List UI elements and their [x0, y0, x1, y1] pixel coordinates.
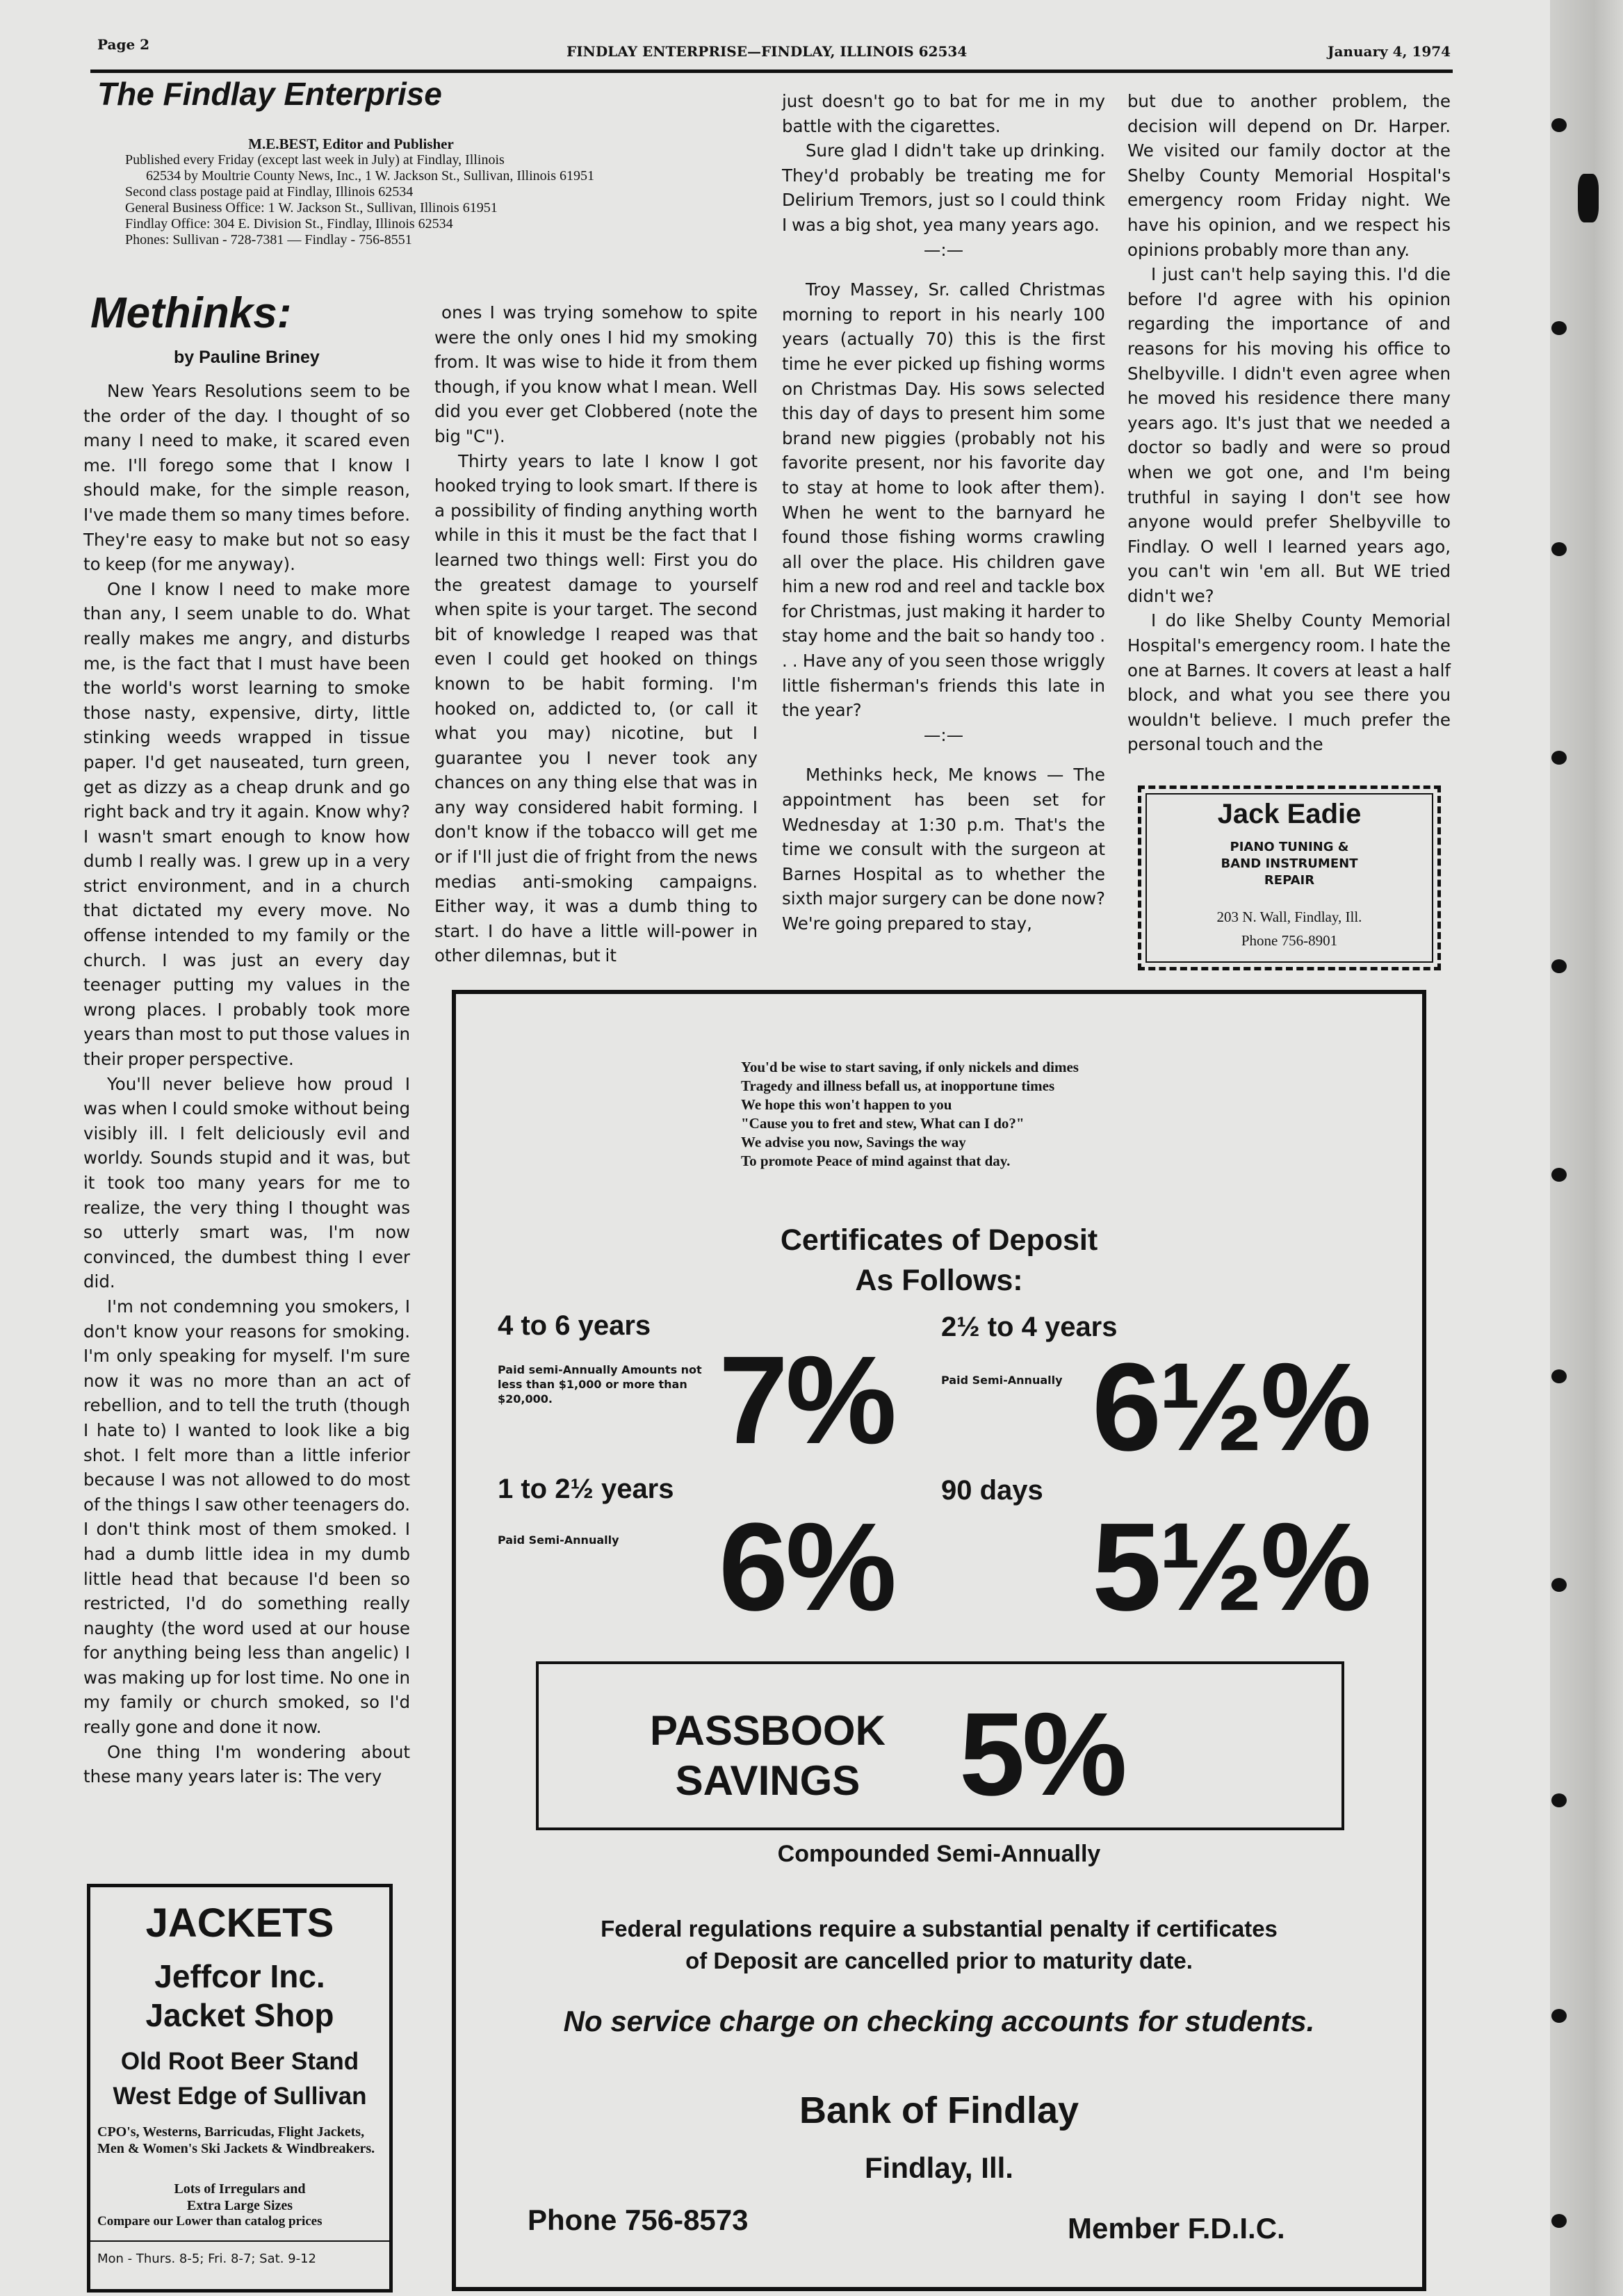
rate-term: 2½ to 4 years [941, 1312, 1118, 1342]
binding-hole [1551, 1578, 1567, 1592]
binding-hole [1551, 751, 1567, 765]
jackets-title: JACKETS [145, 1900, 334, 1946]
binding-hole [1551, 1369, 1567, 1383]
binding-hole [1551, 1793, 1567, 1807]
compounded-note: Compounded Semi-Annually [777, 1841, 1101, 1867]
rate-value: 6% [719, 1497, 895, 1637]
paragraph: I do like Shelby County Memorial Hospital's emergency room. I hate the one at Barnes. It covers at least a half block, and what you see there you wouldn't believe. I much prefer the personal touch and the [1127, 610, 1451, 755]
column-byline: by Pauline Briney [174, 348, 320, 367]
binding-hole [1551, 2214, 1567, 2228]
page-number: Page 2 [97, 36, 150, 53]
jackets-location [90, 2044, 389, 2114]
paragraph: Thirty years to late I know I got hooked trying to look smart. If there is a possibility of finding anything worth while in this it must be the fact that I learned two things well: First you do the greatest damage to yourself when spite is your target. The second bit of knowledge I reaped was that even I could get hooked on things known to be habit forming. I'm hooked on, addicted to, (or call it what you may) nicotine, but I guarantee you I never took any chances on any thing else that was in any way considered habit forming. I don't know if the tobacco will get me or if I'll just die of fright from the news medias anti-smoking campaigns. Either way, it was a dumb thing to start. I do have a little will-power in other dilemnas, but it [434, 450, 758, 966]
article-column-3 [782, 89, 1105, 936]
paragraph: You'll never believe how proud I was when I could smoke without being visibly ill. I felt deliciously evil and worldy. Sounds stupid and it was, but it took too many years for me to realize, the very thing I thought was so utterly smart was, I'm now convinced, the dumbest thing I ever did. [83, 1073, 410, 1292]
passbook-box [536, 1661, 1344, 1830]
passbook-rate: 5% [959, 1688, 1125, 1821]
masthead-info [125, 136, 751, 248]
separator: —:— [923, 724, 964, 745]
rate-term: 4 to 6 years [498, 1310, 651, 1341]
ad-bank-of-findlay [452, 990, 1426, 2291]
paragraph: but due to another problem, the decision will depend on Dr. Harper. We visited our family doctor at the Shelby County Memorial Hospital's emergency room Friday night. We have his opinion, and we respect his opinions probably more than any. [1127, 91, 1451, 260]
column-headline: Methinks: [90, 289, 292, 337]
rate-term: 1 to 2½ years [498, 1474, 674, 1504]
article-column-2 [434, 300, 758, 968]
masthead-line: 62534 by Moultrie County News, Inc., 1 W. Jackson St., Sullivan, Illinois 61951 [146, 168, 594, 184]
cd-title-2: As Follows: [855, 1264, 1023, 1297]
eadie-name: Jack Eadie [1217, 799, 1362, 829]
eadie-address: 203 N. Wall, Findlay, Ill. [1216, 909, 1362, 925]
passbook-label [650, 1706, 886, 1806]
bank-city: Findlay, Ill. [865, 2151, 1013, 2184]
masthead-editor: M.E.BEST, Editor and Publisher [248, 136, 454, 152]
rate-value: 6½% [1092, 1337, 1369, 1477]
bank-name: Bank of Findlay [799, 2090, 1079, 2131]
binding-hole [1551, 118, 1567, 132]
rate-note: Paid Semi-Annually [498, 1533, 619, 1547]
poem-line: "Cause you to fret and stew, What can I do?" [741, 1115, 1025, 1132]
paragraph: One I know I need to make more than any, I seem unable to do. What really makes me angry, and disturbs me, is the fact that I must have been the world's worst learning to smoke those nasty, expensive, dirty, little stinking weeds wrapped in tissue paper. I'd get nauseated, turn green, get as dizzy as a cheap drunk and go right back and try it again. Know why? I wasn't smart enough to know how dumb I really was. I grew up in a very strict environment, and in a church that dictated my every move. No offense intended to my family or the church. I was just an every day teenager putting my values in the wrong places. I probably took more years than most to put those values in their proper perspective. [83, 578, 410, 1070]
page-edge [1550, 0, 1623, 2296]
masthead-line: Second class postage paid at Findlay, Illinois 62534 [125, 184, 414, 200]
binding-hole [1551, 2009, 1567, 2023]
ad-jackets [87, 1884, 393, 2293]
bank-member-fdic: Member F.D.I.C. [1068, 2212, 1285, 2245]
passbook-label-1: PASSBOOK [650, 1707, 886, 1754]
jackets-irregulars [90, 2181, 389, 2214]
binding-hole [1551, 1168, 1567, 1182]
jackets-compare: Compare our Lower than catalog prices [97, 2214, 323, 2229]
jackets-irregulars-2: Extra Large Sizes [186, 2198, 293, 2213]
paragraph: One thing I'm wondering about these many years later is: The very [83, 1741, 410, 1787]
jackets-location-1: Old Root Beer Stand [120, 2048, 359, 2075]
rate-value: 5½% [1092, 1497, 1369, 1637]
paragraph: I just can't help saying this. I'd die before I'd agree with his opinion regarding the importance of and reasons for his moving his office to Shelbyville. I didn't even agree when he moved his residence there many years ago. It's just that we needed a doctor so badly and were so proud when we got one, and I'm being truthful in saying I don't see how anyone would prefer Shelbyville to Findlay. O well I learned years ago, you can't win 'em all. But WE tried didn't we? [1127, 264, 1451, 606]
paragraph: Troy Massey, Sr. called Christmas morning to report in his nearly 100 years (actually 70) this is the first time he ever picked up fishing worms on Christmas Day. His sows selected this day of days to present him some brand new piggies (probably not his favorite present, nor his favorite day to stay at home to look after them). When he went to the barnyard he found those fishing worms crawling all over the place. His children gave him a new rod and reel and tackle box for Christmas, just making it harder to stay home and the bait so handy too . . . Have any of you seen those wriggly little fisherman's friends this late in the year? [782, 279, 1105, 721]
binding-hole [1578, 174, 1599, 222]
jackets-location-2: West Edge of Sullivan [113, 2083, 367, 2110]
binding-hole [1551, 321, 1567, 335]
federal-line-2: of Deposit are cancelled prior to maturity date. [685, 1948, 1193, 1973]
bank-phone: Phone 756-8573 [528, 2204, 749, 2236]
masthead-line: General Business Office: 1 W. Jackson St., Sullivan, Illinois 61951 [125, 200, 498, 215]
paragraph: New Years Resolutions seem to be the order of the day. I thought of so many I need to make, it scared even me. I'll forego some that I know I should make, for the simple reason, I've made them so many times before. They're easy to make but not so easy to keep (for me anyway). [83, 381, 410, 575]
binding-hole [1551, 959, 1567, 973]
masthead-title: The Findlay Enterprise [97, 76, 442, 112]
jackets-irregulars-1: Lots of Irregulars and [174, 2181, 306, 2197]
paragraph: I'm not condemning you smokers, I don't know your reasons for smoking. I'm only speaking for myself. I'm sure now it was no more than an act of rebellion, and to tell the truth (though I hate to) I wanted to look like a big shot. I felt more than a little inferior because I was not allowed to do most of the things I saw other teenagers do. I don't think most of them smoked. I had a dumb little idea in my dumb little head that because I'd been so restricted, I'd do something really naughty (the word used at our house for anything being less than angelic) I was making up for lost time. No one in my family or church smoked, so I'd really gone and done it now. [83, 1296, 410, 1738]
rate-note: Paid semi-Annually Amounts not less than $1,000 or more than $20,000. [498, 1363, 702, 1406]
jackets-description: CPO's, Westerns, Barricudas, Flight Jackets, Men & Women's Ski Jackets & Windbreakers. [97, 2124, 375, 2156]
header-rule [90, 70, 1453, 73]
jackets-divider [90, 2240, 389, 2242]
masthead-line: Phones: Sullivan - 728-7381 — Findlay - 756-8551 [125, 232, 412, 247]
jackets-company-2: Jacket Shop [145, 1997, 334, 2033]
no-charge-note: No service charge on checking accounts for students. [563, 2005, 1315, 2037]
paragraph: just doesn't go to bat for me in my battle with the cigarettes. [782, 91, 1105, 136]
rate-value: 7% [719, 1330, 895, 1470]
poem-line: We hope this won't happen to you [741, 1096, 952, 1113]
issue-date: January 4, 1974 [1328, 43, 1451, 60]
masthead-line: Findlay Office: 304 E. Division St., Findlay, Illinois 62534 [125, 216, 453, 231]
poem-line: Tragedy and illness befall us, at inopportune times [741, 1077, 1055, 1094]
article-column-1 [83, 379, 410, 1789]
cd-heading [456, 1220, 1422, 1301]
eadie-service: PIANO TUNING & BAND INSTRUMENT REPAIR [1221, 840, 1358, 888]
eadie-phone: Phone 756-8901 [1241, 932, 1338, 949]
jackets-hours: Mon - Thurs. 8-5; Fri. 8-7; Sat. 9-12 [97, 2252, 316, 2266]
poem-line: To promote Peace of mind against that day. [741, 1153, 1011, 1169]
paragraph: ones I was trying somehow to spite were the only ones I hid my smoking from. It was wise to hide it from them though, if you know what I mean. Well did you ever get Clobbered (note the big "C"). [434, 302, 758, 446]
paper-line: FINDLAY ENTERPRISE—FINDLAY, ILLINOIS 62534 [566, 43, 968, 60]
article-column-4 [1127, 89, 1451, 757]
savings-poem [741, 1058, 1079, 1171]
jackets-company-1: Jeffcor Inc. [154, 1958, 325, 1994]
paragraph: Sure glad I didn't take up drinking. They'd probably be treating me for Delirium Tremors, just so I could think I was a big shot, yea many years ago. [782, 140, 1105, 235]
masthead-line: Published every Friday (except last week in July) at Findlay, Illinois [125, 152, 505, 168]
paragraph: Methinks heck, Me knows — The appointment has been set for Wednesday at 1:30 p.m. That's the time we consult with the surgeon at Barnes Hospital as to whether the sixth major surgery can be done now? We're going prepared to stay, [782, 765, 1105, 934]
passbook-label-2: SAVINGS [675, 1757, 861, 1804]
federal-notice [456, 1913, 1422, 1977]
rate-note: Paid Semi-Annually [941, 1374, 1063, 1387]
rate-term: 90 days [941, 1475, 1043, 1506]
jackets-company [90, 1957, 389, 2035]
separator: —:— [923, 239, 964, 260]
cd-title-1: Certificates of Deposit [780, 1223, 1098, 1257]
poem-line: We advise you now, Savings the way [741, 1134, 966, 1150]
poem-line: You'd be wise to start saving, if only nickels and dimes [741, 1059, 1079, 1075]
ad-jack-eadie [1138, 785, 1441, 970]
binding-hole [1551, 542, 1567, 556]
federal-line-1: Federal regulations require a substantial penalty if certificates [601, 1916, 1278, 1941]
